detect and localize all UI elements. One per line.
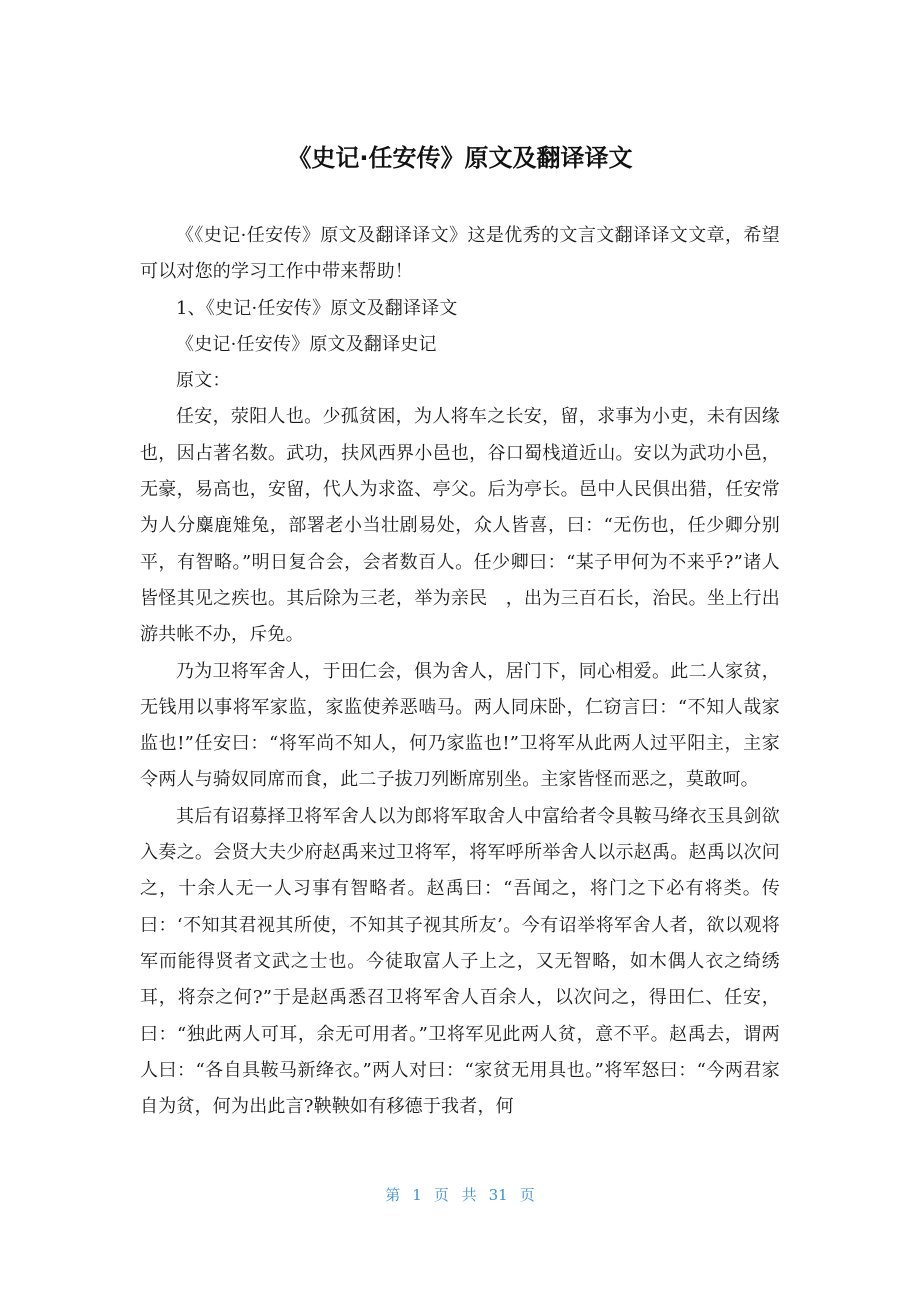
page-label-suffix: 页 (519, 1186, 535, 1204)
body-paragraph: 乃为卫将军舍人，于田仁会，俱为舍人，居门下，同心相爱。此二人家贫，无钱用以事将军家监，家监使养恶啮马。两人同床卧，仁窃言曰：“不知人哉家监也!”任安曰：“将军尚不知人，何乃家监也!”卫将军从此两人过平阳主，主家令两人与骑奴同席而食，此二子拔刀列断席别坐。主家皆怪而恶之，莫敢呵。 (140, 660, 780, 791)
document-title: 《史记·任安传》原文及翻译译文 (287, 144, 633, 172)
total-pages: 31 (488, 1186, 508, 1204)
page-number: 1 (412, 1186, 422, 1204)
intro-paragraph: 《《史记·任安传》原文及翻译译文》这是优秀的文言文翻译译文文章，希望可以对您的学习工作中带来帮助！ (140, 225, 780, 283)
original-text-label: 原文： (176, 370, 231, 392)
page-label-prefix: 第 (385, 1186, 401, 1204)
page-footer (0, 1184, 920, 1205)
page-label-mid: 页 共 (433, 1186, 477, 1204)
subheading: 《史记·任安传》原文及翻译史记 (176, 333, 437, 355)
body-paragraph: 其后有诏募择卫将军舍人以为郎将军取舍人中富给者令具鞍马绛衣玉具剑欲入奏之。会贤大夫少府赵禹来过卫将军，将军呼所举舍人以示赵禹。赵禹以次问之，十余人无一人习事有智略者。赵禹曰：“吾闻之，将门之下必有将类。传曰：‘不知其君视其所使，不知其子视其所友’。今有诏举将军舍人者，欲以观将军而能得贤者文武之士也。今徒取富人子上之，又无智略，如木偶人衣之绮绣耳，将奈之何?”于是赵禹悉召卫将军舍人百余人，以次问之，得田仁、任安，曰：“独此两人可耳，余无可用者。”卫将军见此两人贫，意不平。赵禹去，谓两人曰：“各自具鞍马新绛衣。”两人对曰：“家贫无用具也。”将军怒曰：“今两君家自为贫，何为出此言?鞅鞅如有移德于我者，何 (140, 805, 780, 1118)
document-body (140, 218, 780, 1125)
body-paragraph: 任安，荥阳人也。少孤贫困，为人将车之长安，留，求事为小吏，未有因缘也，因占著名数。武功，扶风西界小邑也，谷口蜀栈道近山。安以为武功小邑，无豪，易高也，安留，代人为求盗、亭父。后为亭长。邑中人民俱出猎，任安常为人分麋鹿雉兔，部署老小当壮剧易处，众人皆喜，曰：“无伤也，任少卿分别平，有智略。”明日复合会，会者数百人。任少卿曰：“某子甲何为不来乎?”诸人皆怪其见之疾也。其后除为三老，举为亲民 ，出为三百石长，治民。坐上行出游共帐不办，斥免。 (140, 406, 780, 646)
section-heading: 1、《史记·任安传》原文及翻译译文 (176, 297, 458, 319)
